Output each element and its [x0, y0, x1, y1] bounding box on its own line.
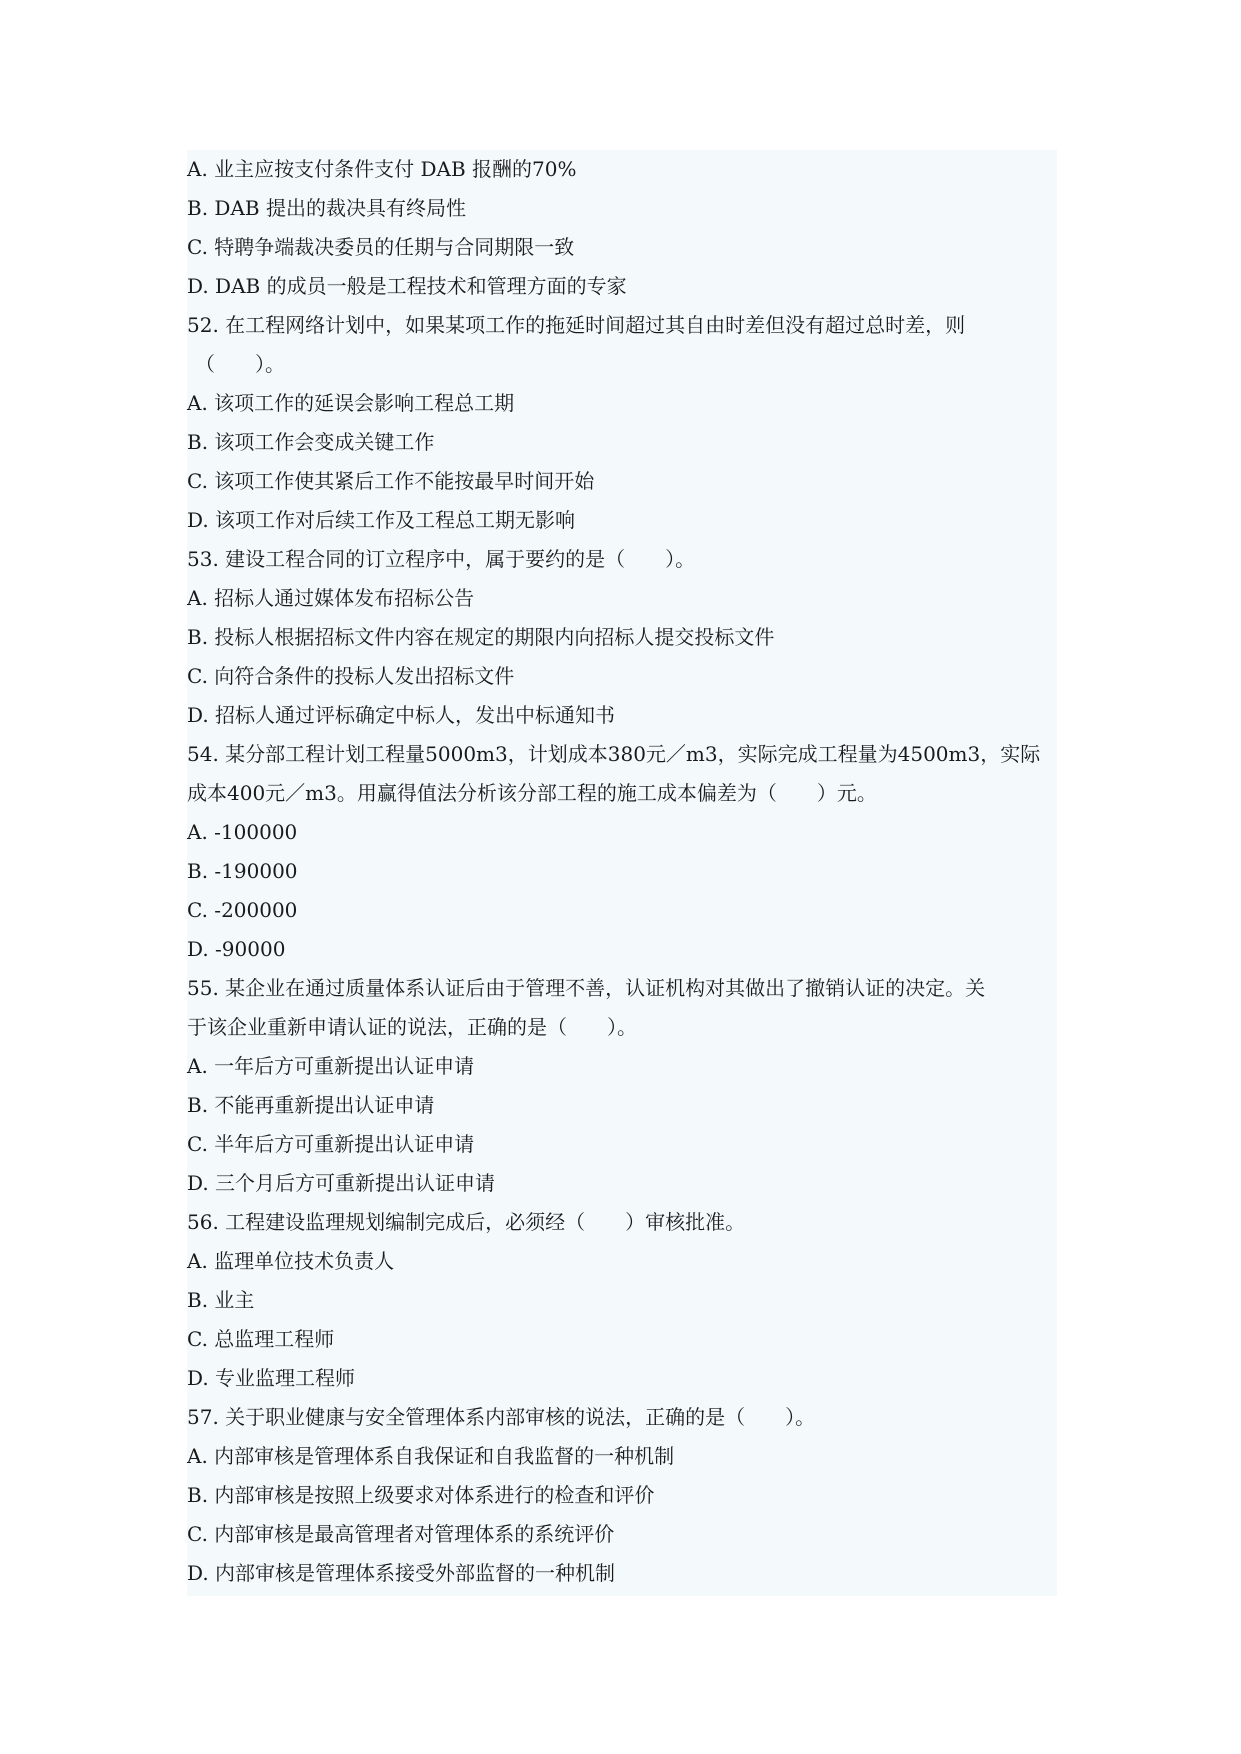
- text-line: A. 监理单位技术负责人: [187, 1249, 395, 1273]
- text-line: D. 专业监理工程师: [187, 1366, 356, 1390]
- text-line: 56. 工程建设监理规划编制完成后，必须经（ ）审核批准。: [187, 1210, 746, 1234]
- text-line: B. DAB 提出的裁决具有终局性: [187, 196, 466, 220]
- text-line: D. 三个月后方可重新提出认证申请: [187, 1171, 496, 1195]
- text-line: C. -200000: [187, 898, 298, 922]
- text-line: D. DAB 的成员一般是工程技术和管理方面的专家: [187, 274, 627, 298]
- text-line: B. 投标人根据招标文件内容在规定的期限内向招标人提交投标文件: [187, 625, 775, 649]
- text-line: C. 向符合条件的投标人发出招标文件: [187, 664, 515, 688]
- text-line: 55. 某企业在通过质量体系认证后由于管理不善，认证机构对其做出了撤销认证的决定。关: [187, 976, 986, 1000]
- text-line: A. 内部审核是管理体系自我保证和自我监督的一种机制: [187, 1444, 675, 1468]
- text-line: 成本400元／m3。用赢得值法分析该分部工程的施工成本偏差为（ ）元。: [187, 781, 877, 805]
- text-line: 54. 某分部工程计划工程量5000m3，计划成本380元／m3，实际完成工程量为4500m3，实际: [187, 742, 1041, 766]
- text-line: B. 不能再重新提出认证申请: [187, 1093, 435, 1117]
- text-line: A. 业主应按支付条件支付 DAB 报酬的70%: [187, 157, 577, 181]
- text-line: D. -90000: [187, 937, 286, 961]
- text-line: D. 该项工作对后续工作及工程总工期无影响: [187, 508, 576, 532]
- text-line: D. 招标人通过评标确定中标人，发出中标通知书: [187, 703, 616, 727]
- text-line: B. 内部审核是按照上级要求对体系进行的检查和评价: [187, 1483, 655, 1507]
- question-text-block: [187, 150, 1057, 1596]
- text-line: A. 招标人通过媒体发布招标公告: [187, 586, 475, 610]
- text-line: 53. 建设工程合同的订立程序中，属于要约的是（ ）。: [187, 547, 696, 571]
- text-line: 52. 在工程网络计划中，如果某项工作的拖延时间超过其自由时差但没有超过总时差，则: [187, 313, 966, 337]
- text-line: B. 业主: [187, 1288, 255, 1312]
- text-line: 57. 关于职业健康与安全管理体系内部审核的说法，正确的是（ ）。: [187, 1405, 816, 1429]
- text-line: B. -190000: [187, 859, 298, 883]
- text-line: A. 该项工作的延误会影响工程总工期: [187, 391, 515, 415]
- text-line: C. 半年后方可重新提出认证申请: [187, 1132, 475, 1156]
- text-line: C. 总监理工程师: [187, 1327, 335, 1351]
- text-line: A. -100000: [187, 820, 298, 844]
- text-line: C. 内部审核是最高管理者对管理体系的系统评价: [187, 1522, 615, 1546]
- text-line: （ ）。: [195, 352, 285, 376]
- text-line: D. 内部审核是管理体系接受外部监督的一种机制: [187, 1561, 616, 1585]
- text-line: C. 特聘争端裁决委员的任期与合同期限一致: [187, 235, 575, 259]
- text-line: B. 该项工作会变成关键工作: [187, 430, 435, 454]
- text-line: A. 一年后方可重新提出认证申请: [187, 1054, 475, 1078]
- text-line: 于该企业重新申请认证的说法，正确的是（ ）。: [187, 1015, 637, 1039]
- text-line: C. 该项工作使其紧后工作不能按最早时间开始: [187, 469, 595, 493]
